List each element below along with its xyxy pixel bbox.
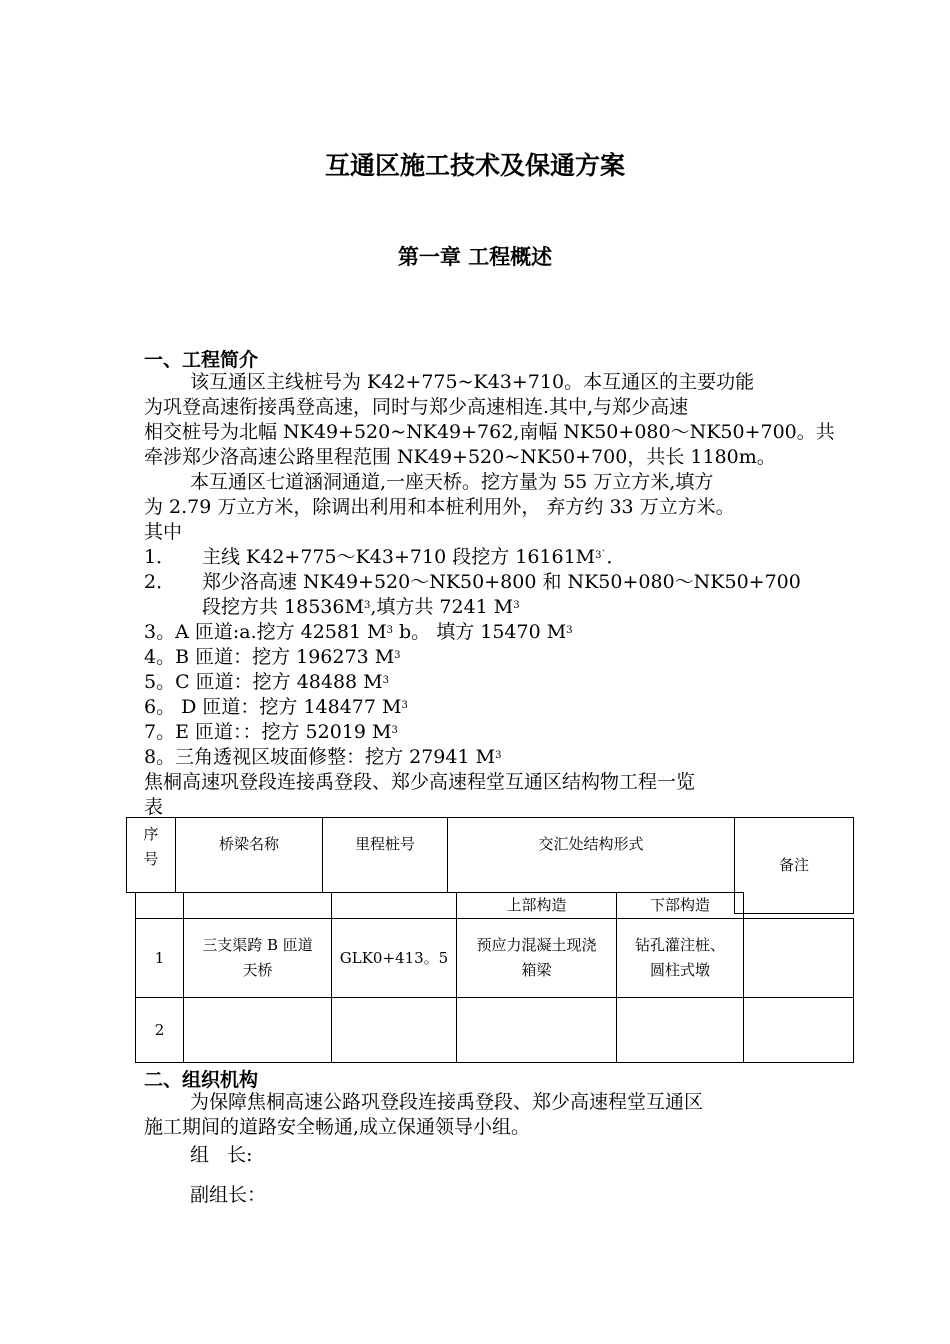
table-cell-seq: 1 [135,918,184,998]
deputy-leader-label: 副组长： [190,1184,267,1206]
list-item-number: 1． [144,546,176,568]
paragraph-line: 该互通区主线桩号为 K42+775~K43+710。本互通区的主要功能 [190,371,755,393]
table-subheader-upper: 上部构造 [456,892,617,919]
chapter-title: 第一章 工程概述 [397,245,553,269]
list-item: 8。三角透视区坡面修整：挖方 27941 $M^3$ [144,746,502,768]
team-leader-label: 组 长: [190,1144,253,1166]
table-cell-lower: 钻孔灌注桩、 圆柱式墩 [616,918,744,998]
table-cell-bridge-name: 三支渠跨 B 匝道 天桥 [183,918,332,998]
table-cell-station: GLK0+413。5 [331,918,457,998]
paragraph-line: 为巩登高速衔接禹登高速，同时与郑少高速相连.其中,与郑少高速 [144,396,689,418]
table-header-bridge-name: 桥梁名称 [175,817,323,893]
table-cell-upper [456,997,617,1063]
section-heading-overview: 一、工程简介 [144,349,259,371]
paragraph-line: 其中 [144,521,183,543]
table-cell-upper: 预应力混凝土现浇 箱梁 [456,918,617,998]
list-item: 7。E 匝道：：挖方 52019 $M^3$ [144,721,398,743]
table-header-remarks: 备注 [734,817,854,914]
list-item-number: 2． [144,571,176,593]
paragraph-line: 牵涉郑少洛高速公路里程范围 NK49+520~NK50+700，共长 1180m。 [144,446,776,468]
paragraph-line: 为 2.79 万立方米，除调出利用和本桩利用外， 弃方约 33 万立方米。 [144,496,735,518]
list-item: 3。A 匝道:a.挖方 42581 $M^3$ b。 填方 15470 $M^3$ [144,621,573,643]
paragraph-line: 相交桩号为北幅 NK49+520~NK49+762,南幅 NK50+080～NK50+700。共 [144,421,835,443]
list-item: 段挖方共 $18536M^3$,填方共 7241 $M^3$ [202,596,520,618]
table-subheader-empty [183,892,332,919]
table-cell-bridge-name [183,997,332,1063]
table-cell-station [331,997,457,1063]
paragraph-line: 本互通区七道涵洞通道,一座天桥。挖方量为 55 万立方米,填方 [190,471,714,493]
table-header-station: 里程桩号 [322,817,448,893]
list-item: 5。C 匝道：挖方 48488 $M^3$ [144,671,390,693]
list-item: 6。 D 匝道：挖方 148477 $M^3$ [144,696,408,718]
table-cell-remarks [743,997,854,1063]
table-subheader-empty [135,892,184,919]
table-subheader-empty [331,892,457,919]
table-header-seq: 序 号 [126,817,176,893]
table-cell-lower [616,997,744,1063]
table-subheader-lower: 下部构造 [616,892,744,919]
section-heading-organization: 二、组织机构 [144,1069,259,1091]
document-title: 互通区施工技术及保通方案 [324,151,625,180]
paragraph-line: 为保障焦桐高速公路巩登段连接禹登段、郑少高速程堂互通区 [190,1091,704,1113]
paragraph-line: 施工期间的道路安全畅通,成立保通领导小组。 [144,1116,531,1138]
list-item: 4。B 匝道：挖方 196273 $M^3$ [144,646,401,668]
list-item: 郑少洛高速 NK49+520～NK50+800 和 NK50+080～NK50+700 [202,571,801,593]
table-cell-seq: 2 [135,997,184,1063]
table-caption-line: 焦桐高速巩登段连接禹登段、郑少高速程堂互通区结构物工程一览 [144,771,696,793]
table-header-structure: 交汇处结构形式 [447,817,735,893]
table-cell-remarks [743,918,854,998]
list-item: 主线 K42+775～K43+710 段挖方 $16161M^{3`}$． [202,546,626,568]
table-caption-line: 表 [144,796,164,818]
